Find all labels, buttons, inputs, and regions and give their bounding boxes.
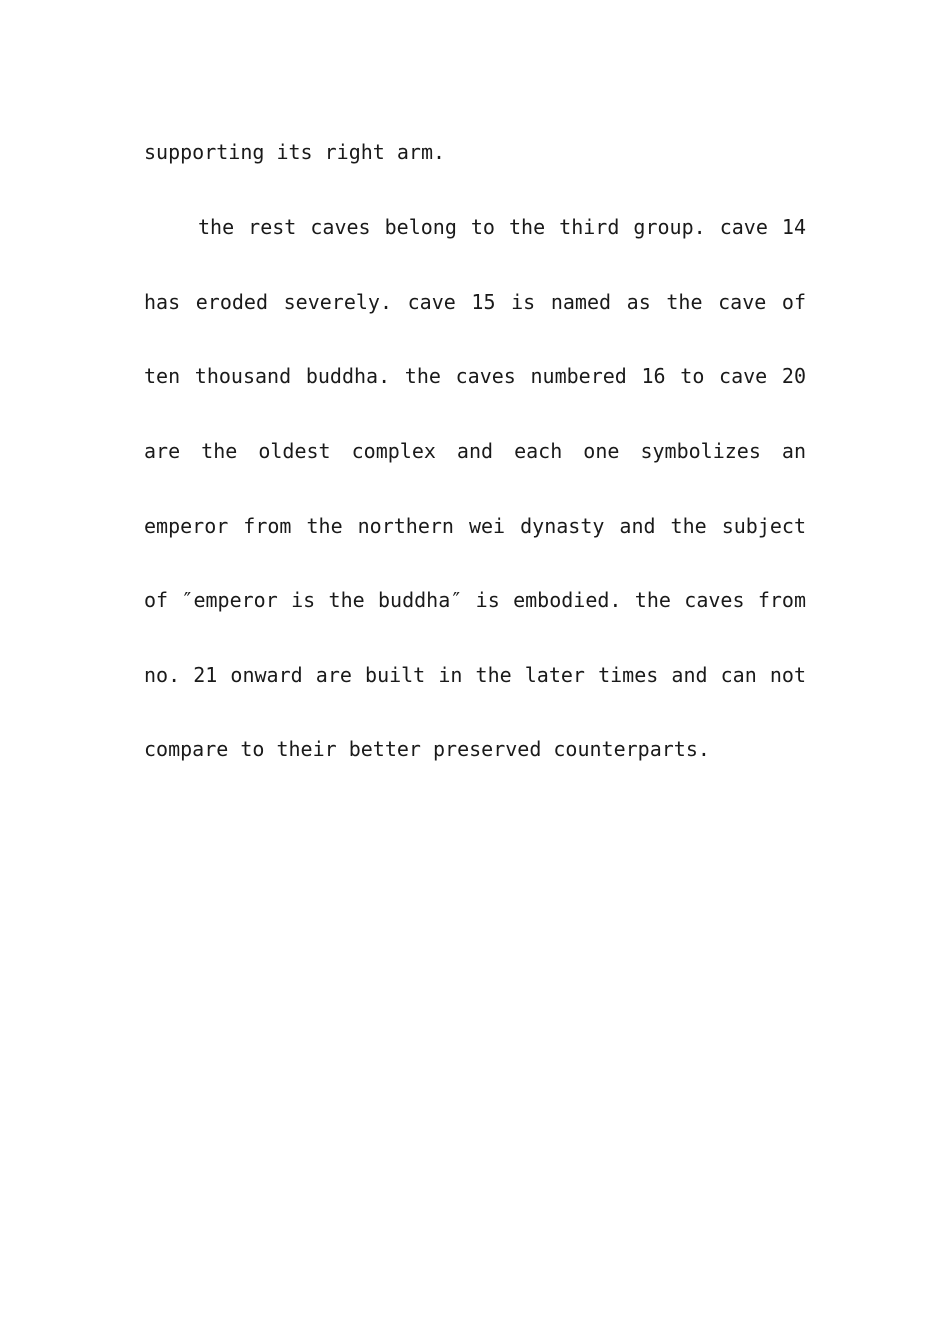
text-line: are the oldest complex and each one symbolizes an bbox=[144, 439, 806, 463]
text-line: emperor from the northern wei dynasty and the subject bbox=[144, 514, 806, 538]
text-line: has eroded severely. cave 15 is named as the cave of bbox=[144, 290, 806, 314]
text-line: no. 21 onward are built in the later times and can not bbox=[144, 663, 806, 687]
text-line: supporting its right arm. bbox=[144, 140, 446, 164]
text-line: ten thousand buddha. the caves numbered 16 to cave 20 bbox=[144, 364, 806, 388]
text-line: the rest caves belong to the third group. cave 14 bbox=[198, 215, 806, 239]
text-line: compare to their better preserved counterparts. bbox=[144, 737, 710, 761]
text-line: of ″emperor is the buddha″ is embodied. the caves from bbox=[144, 588, 806, 612]
